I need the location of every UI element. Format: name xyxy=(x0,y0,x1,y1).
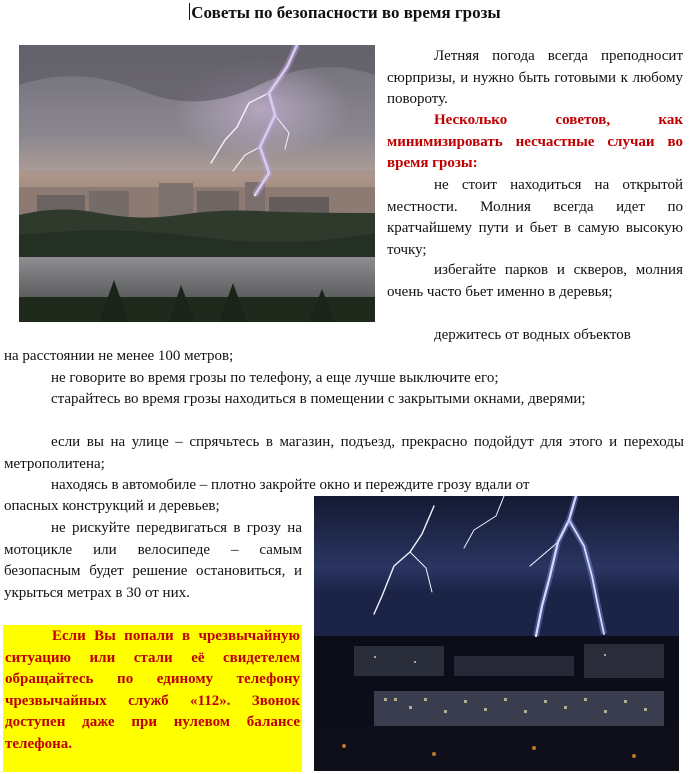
tip-item: не говорите во время грозы по телефону, а еще лучше выключите его; xyxy=(51,370,499,386)
tip-item-continuation: на расстоянии не менее 100 метров; xyxy=(4,348,234,364)
tips-heading: Несколько советов, как минимизировать несчастные случаи во время грозы: xyxy=(387,112,683,171)
tip-item: если вы на улице – спрячьтесь в магазин, подъезд, прекрасно подойдут для этого и переходы метрополитена; xyxy=(4,434,684,472)
photo-lightning-river xyxy=(19,45,375,322)
photo-night-lightning-city xyxy=(314,496,679,771)
tip-item: избегайте парков и скверов, молния очень часто бьет именно в деревья; xyxy=(387,262,683,300)
intro-paragraph: Летняя погода всегда преподносит сюрпризы, и нужно быть готовыми к любому повороту. xyxy=(387,48,683,107)
tip-item: старайтесь во время грозы находиться в помещении с закрытыми окнами, дверями; xyxy=(51,391,586,407)
document-title-text: Советы по безопасности во время грозы xyxy=(191,3,501,22)
tip-item: не стоит находиться на открытой местности. Молния всегда идет по кратчайшему пути и бьет в самую высокую точку; xyxy=(387,177,683,258)
tip-item: не рискуйте передвигаться в грозу на мотоцикле или велосипеде – самым безопасным будет решение остановиться, и укрыться метрах в 30 от них. xyxy=(4,520,302,601)
tip-item: держитесь от водных объектов xyxy=(434,327,631,343)
tip-item: находясь в автомобиле – плотно закройте окно и переждите грозу вдали от xyxy=(51,477,530,493)
tip-item-continuation: опасных конструкций и деревьев; xyxy=(4,498,220,514)
emergency-notice: Если Вы попали в чрезвычайную ситуацию или стали её свидетелем обращайтесь по единому телефону чрезвычайных служб «112». Звонок доступен даже при нулевом балансе телефона. xyxy=(3,625,302,772)
document-title xyxy=(0,3,690,23)
